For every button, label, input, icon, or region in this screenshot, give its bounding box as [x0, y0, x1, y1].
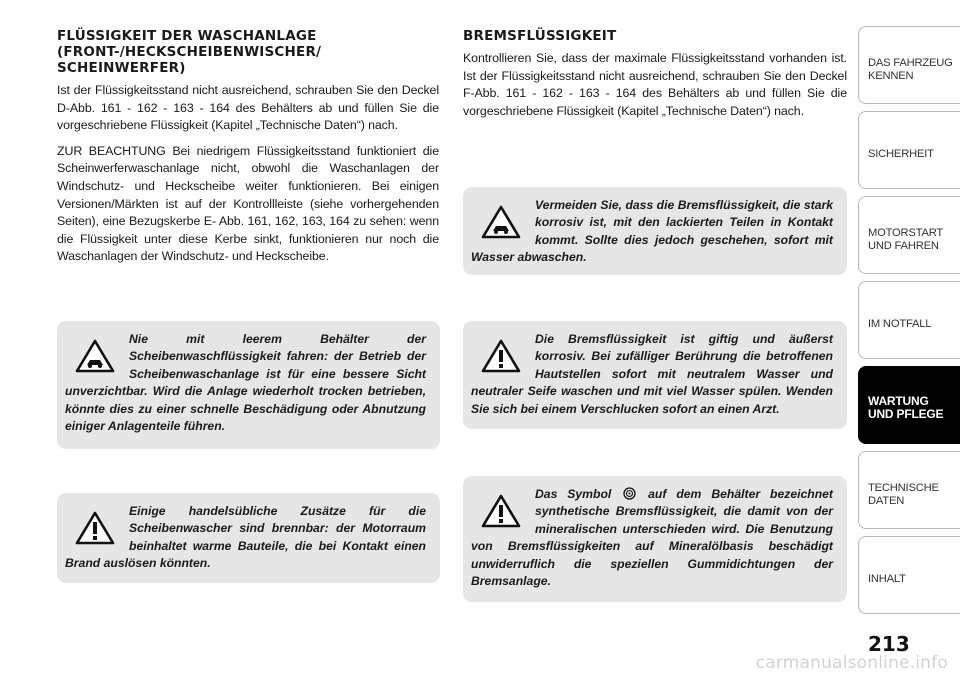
warning-triangle-icon	[481, 494, 521, 528]
washer-fluid-paragraph-2: ZUR BEACHTUNG Bei niedrigem Flüssigkeitsstand funktioniert die Scheinwerferwaschanlage nicht, obwohl die Waschanlagen der Windschutz- und Heckscheibe weiter funktionieren. Bei einigen Versionen/Märkten ist auf der Kontrollleiste (siehe vorhergehenden Seiten), eine Bezugskerbe E- Abb. 161, 162, 163, 164 zu sehen: wenn die Flüssigkeit unter diese Kerbe sinkt, funktionieren nur noch die Waschanlagen der Windschutz- und Heckscheibe.	[57, 143, 439, 264]
tab-sicherheit[interactable]: SICHERHEIT	[858, 111, 960, 189]
car-paint-warning-icon	[481, 205, 521, 239]
tab-wartung-und-pflege[interactable]: WARTUNG UND PFLEGE	[858, 366, 960, 444]
notice-corrosive: Vermeiden Sie, dass die Bremsflüssigkeit, die stark korrosiv ist, mit den lackierten Teilen in Kontakt kommt. Sollte dies jedoch geschehen, sofort mit Wasser abwaschen.	[463, 187, 847, 275]
left-column	[57, 28, 439, 274]
tab-das-fahrzeug-kennen[interactable]: DAS FAHRZEUG KENNEN	[858, 26, 960, 104]
page-number: 213	[868, 632, 910, 656]
warning-triangle-icon	[481, 339, 521, 373]
tab-inhalt[interactable]: INHALT	[858, 536, 960, 614]
washer-fluid-paragraph-1: Ist der Flüssigkeitsstand nicht ausreichend, schrauben Sie den Deckel D-Abb. 161 - 162 - 163 - 164 des Behälters ab und füllen Sie die vorgeschriebene Flüssigkeit (Kapitel „Technische Daten“) nach.	[57, 83, 439, 133]
notice-empty-washer: Nie mit leerem Behälter der Scheibenwaschflüssigkeit fahren: der Betrieb der Scheibenwaschanlage ist für eine bessere Sicht unverzichtbar. Wird die Anlage wiederholt trocken betrieben, könnte dies zu einer schnelle Beschädigung oder Abnutzung einiger Anlagenteile führen.	[57, 321, 440, 449]
warning-triangle-icon	[75, 511, 115, 545]
car-paint-warning-icon	[75, 339, 115, 373]
brake-fluid-paragraph: Kontrollieren Sie, dass der maximale Flüssigkeitsstand vorhanden ist. Ist der Flüssigkeitsstand nicht ausreichend, schrauben Sie den Deckel F-Abb. 161 - 162 - 163 - 164 des Behälters ab und füllen Sie die vorgeschriebene Flüssigkeit (Kapitel „Technische Daten“) nach.	[463, 51, 847, 118]
tab-motorstart-und-fahren[interactable]: MOTORSTART UND FAHREN	[858, 196, 960, 274]
watermark: carmanualsonline.info	[755, 653, 948, 673]
synthetic-brake-fluid-icon	[623, 487, 636, 500]
tab-im-notfall[interactable]: IM NOTFALL	[858, 281, 960, 359]
notice-toxic: Die Bremsflüssigkeit ist giftig und äußerst korrosiv. Bei zufälliger Berührung die betroffenen Hautstellen sofort mit neutralem Wasser und neutraler Seife waschen und mit viel Wasser spülen. Wenden Sie sich bei einem Verschlucken sofort an einen Arzt.	[463, 321, 847, 429]
notice-synthetic-symbol: Das Symbol auf dem Behälter bezeichnet synthetische Bremsflüssigkeit, die damit von der mineralischen unterschieden wird. Die Benutzung von Bremsflüssigkeiten auf Mineralölbasis beschädigt unwiderruflich die speziellen Gummidichtungen der Bremsanlage.	[463, 476, 847, 602]
chapter-tabs	[858, 26, 960, 621]
tab-technische-daten[interactable]: TECHNISCHE DATEN	[858, 451, 960, 529]
right-column	[463, 28, 847, 128]
brake-fluid-heading: BREMSFLÜSSIGKEIT	[463, 28, 617, 44]
notice-flammable-additives: Einige handelsübliche Zusätze für die Scheibenwascher sind brennbar: der Motorraum beinhaltet warme Bauteile, die bei Kontakt einen Brand auslösen könnten.	[57, 493, 440, 583]
washer-fluid-heading: FLÜSSIGKEIT DER WASCHANLAGE (FRONT-/HECKSCHEIBENWISCHER/ SCHEINWERFER)	[57, 28, 322, 76]
